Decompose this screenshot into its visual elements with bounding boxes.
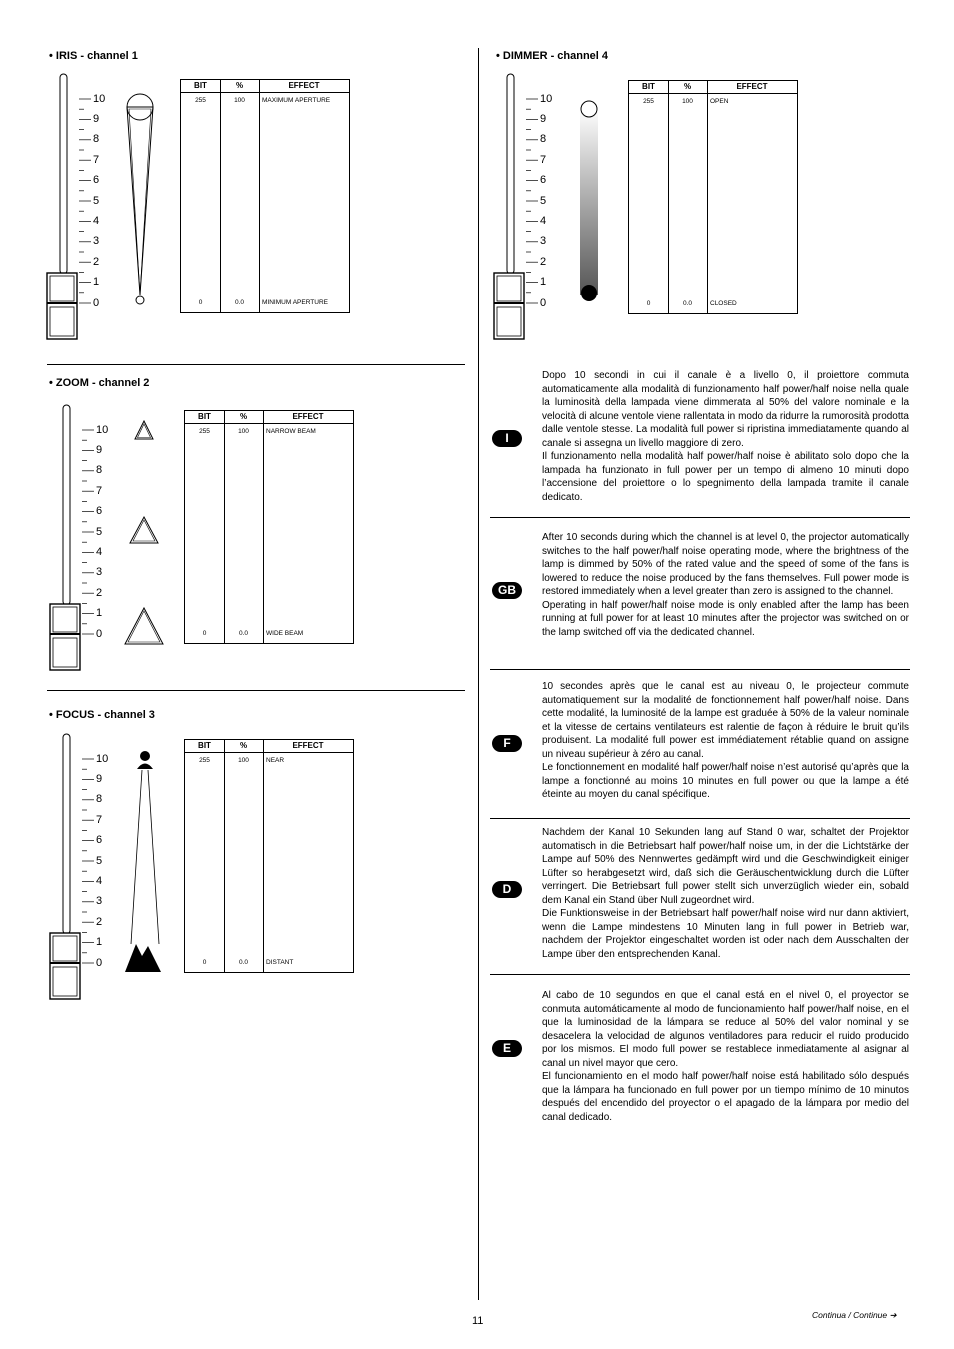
scale-label: 3 [540, 235, 547, 248]
language-text [542, 989, 909, 1124]
header-percent: % [235, 81, 244, 90]
paragraph: Al cabo de 10 segundos en que el canal está en el nivel 0, el proyector se conmuta automáticamente al modo de funcionamiento half power/half noise, en el que la luminosidad de la lámpara se reduce al 50% del valor nominal y se desacelera la velocidad de algunos ventiladores para reducir el ruido producido por los mismos. El modo full power se restablece inmediatamente al asignar al canal un nivel mayor que cero. [542, 990, 909, 1069]
scale-label: 0 [96, 627, 103, 640]
value-effect-bottom: WIDE BEAM [266, 630, 304, 637]
header-bit: BIT [194, 81, 207, 90]
value-bit-top: 255 [199, 428, 210, 435]
language-text [542, 369, 909, 504]
iris-table [180, 79, 350, 313]
language-block [490, 823, 910, 973]
value-percent-top: 100 [238, 757, 249, 764]
scale-label: 7 [93, 153, 100, 166]
dimmer-gradient-icon [576, 97, 602, 307]
scale-label: 9 [96, 443, 103, 456]
focus-fader [47, 730, 127, 1010]
dimmer-title: • DIMMER - channel 4 [496, 50, 609, 62]
focus-table [184, 739, 354, 973]
language-text [542, 826, 909, 961]
value-effect-top: OPEN [710, 98, 729, 105]
scale-label: 5 [540, 194, 547, 207]
scale-label: 8 [540, 133, 547, 146]
language-separator [490, 974, 910, 975]
value-effect-bottom: MINIMUM APERTURE [262, 299, 328, 306]
column-rule [668, 81, 669, 313]
value-effect-top: MAXIMUM APERTURE [262, 97, 331, 104]
scale-label: 9 [93, 112, 100, 125]
column-divider [478, 48, 479, 1300]
fader-graphic [44, 70, 124, 350]
scale-label: 4 [540, 214, 547, 227]
scale-label: 5 [96, 854, 103, 867]
value-bit-top: 255 [199, 757, 210, 764]
value-percent-bottom: 0.0 [682, 300, 693, 307]
header-percent: % [239, 741, 248, 750]
scale-label: 6 [93, 174, 100, 187]
scale-label: 1 [96, 936, 103, 949]
zoom-fader [47, 401, 127, 681]
paragraph: Die Funktionsweise in der Betriebsart half power/half noise wird nur dann aktiviert, wenn die Lampe mindestens 10 Minuten lang in full power in Betrieb war, nachdem der Projektor eingeschaltet worden ist oder nach dem Ausschalten der Lampe über den entsprechenden Kanal. [542, 908, 909, 960]
scale-label: 6 [540, 174, 547, 187]
column-rule [707, 81, 708, 313]
dimmer-table [628, 80, 798, 314]
column-rule [224, 411, 225, 643]
scale-label: 6 [96, 505, 103, 518]
column-rule [220, 80, 221, 312]
value-percent-bottom: 0.0 [238, 630, 249, 637]
wide-beam-icon [123, 606, 165, 646]
language-badge: D [492, 881, 522, 898]
scale-label: 10 [93, 92, 106, 105]
fader-graphic [47, 730, 127, 1010]
scale-label: 3 [96, 566, 103, 579]
header-effect: EFFECT [292, 741, 324, 750]
scale-label: 6 [96, 834, 103, 847]
section-divider [47, 690, 465, 691]
scale-label: 2 [540, 255, 547, 268]
continue-link[interactable]: Continua / Continue ➔ [812, 1310, 897, 1320]
paragraph: Nachdem der Kanal 10 Sekunden lang auf Stand 0 war, schaltet der Projektor automatisch in die Betriebsart half power/half noise um, in der die Lichtstärke der Lampe auf 50% des Nennwertes gedämpft wird und die Geschwindigkeit einiger Lüfter so herabgesetzt wird, daß sich die Geräuschentwicklung durch die Lüfter verringert. Die Betriebsart full power stellt sich unverzüglich wieder ein, sobald dem Kanal ein Stand über Null zugeordnet wird. [542, 827, 909, 906]
value-bit-bottom: 0 [198, 299, 203, 306]
value-percent-top: 100 [682, 98, 693, 105]
mountain-icon [125, 944, 161, 972]
value-effect-top: NEAR [266, 757, 285, 764]
language-badge: E [492, 1040, 522, 1057]
fader-graphic [47, 401, 127, 681]
scale-label: 1 [96, 607, 103, 620]
language-block [490, 366, 910, 516]
value-bit-top: 255 [195, 97, 206, 104]
scale-label: 4 [93, 214, 100, 227]
scale-label: 4 [96, 874, 103, 887]
language-badge: I [492, 430, 522, 447]
scale-label: 9 [540, 112, 547, 125]
scale-label: 3 [96, 895, 103, 908]
scale-label: 10 [96, 423, 109, 436]
language-text [542, 531, 909, 639]
scale-label: 10 [540, 92, 553, 105]
page-number: 11 [472, 1315, 484, 1327]
language-text [542, 680, 909, 802]
scale-label: 0 [96, 956, 103, 969]
medium-beam-icon [128, 515, 160, 545]
scale-label: 8 [96, 793, 103, 806]
header-effect: EFFECT [736, 82, 768, 91]
header-percent: % [239, 412, 248, 421]
scale-label: 4 [96, 545, 103, 558]
zoom-title: • ZOOM - channel 2 [49, 377, 150, 389]
section-divider [47, 364, 465, 365]
scale-label: 0 [93, 296, 100, 309]
header-percent: % [683, 82, 692, 91]
value-effect-bottom: DISTANT [266, 959, 294, 966]
column-rule [224, 740, 225, 972]
value-percent-bottom: 0.0 [234, 299, 245, 306]
language-badge: F [492, 735, 522, 752]
paragraph: Operating in half power/half noise mode is only enabled after the lamp has been running at full power for at least 10 minutes after the projector was switched on or the lamp switched off via the dedicated channel. [542, 599, 909, 638]
language-block [490, 677, 910, 817]
scale-label: 2 [96, 915, 103, 928]
value-bit-bottom: 0 [202, 630, 207, 637]
value-percent-top: 100 [238, 428, 249, 435]
scale-label: 2 [93, 255, 100, 268]
language-block [490, 986, 910, 1126]
language-separator [490, 818, 910, 819]
language-separator [490, 669, 910, 670]
value-bit-bottom: 0 [202, 959, 207, 966]
column-rule [263, 740, 264, 972]
iris-aperture-icon [120, 90, 160, 310]
scale-label: 7 [96, 813, 103, 826]
scale-label: 7 [96, 484, 103, 497]
paragraph: El funcionamiento en el modo half power/half noise está habilitado sólo después que la lámpara ha funcionado en full power por un tiempo mínimo de 10 minutos después del encendido del proyector o el apagado de la lámpara por medio del canal dedicado. [542, 1071, 909, 1123]
scale-label: 8 [93, 133, 100, 146]
iris-title: • IRIS - channel 1 [49, 50, 138, 62]
scale-label: 0 [540, 296, 547, 309]
scale-label: 9 [96, 772, 103, 785]
iris-fader [44, 70, 124, 350]
scale-label: 1 [93, 276, 100, 289]
scale-label: 3 [93, 235, 100, 248]
header-bit: BIT [198, 741, 211, 750]
focus-person-icon [122, 748, 168, 978]
paragraph: Il funzionamento nella modalità half power/half noise è abilitato solo dopo che la lampada ha funzionato in full power per un tempo di almeno 10 minuti dopo l’accensione del proiettore o lo spegnimento della lampada tramite il canale dedicato. [542, 451, 909, 503]
language-badge: GB [492, 582, 522, 599]
paragraph: Le fonctionnement en modalité half power/half noise n’est autorisé qu’après que la lampe a fonctionné au moins 10 minutes en full power ou que la lampe a été éteinte au moyen du canal spécifique. [542, 762, 909, 800]
language-separator [490, 517, 910, 518]
value-effect-bottom: CLOSED [710, 300, 737, 307]
header-effect: EFFECT [292, 412, 324, 421]
language-block [490, 528, 910, 668]
paragraph: 10 secondes après que le canal est au niveau 0, le projecteur commute automatiquement sur la modalité de fonctionnement half power/half noise. Dans cette modalité, la luminosité de la lampe est graduée à 50% de la valeur nominale et la vitesse de certains ventilateurs est ralentie de façon à réduire le bruit qu’ils produisent. La modalité full power est immédiatement rétablie quand on assigne un niveau supérieur à zéro au canal. [542, 681, 909, 760]
scale-label: 5 [96, 525, 103, 538]
column-rule [263, 411, 264, 643]
value-percent-top: 100 [234, 97, 245, 104]
dimmer-fader [491, 70, 571, 350]
scale-label: 5 [93, 194, 100, 207]
scale-label: 8 [96, 464, 103, 477]
scale-label: 1 [540, 276, 547, 289]
header-bit: BIT [198, 412, 211, 421]
zoom-table [184, 410, 354, 644]
header-effect: EFFECT [288, 81, 320, 90]
column-rule [259, 80, 260, 312]
header-bit: BIT [642, 82, 655, 91]
paragraph: Dopo 10 secondi in cui il canale è a livello 0, il proiettore commuta automaticamente alla modalità di funzionamento half power/half noise nella quale la luminosità della lampada viene dimmerata al 50% del valore nominale e la velocità di alcune ventole viene rallentata in modo da ridurre la rumorosità prodotta dalle ventole stesse. La modalità full power si ripristina immediatamente quando al canale si assegna un livello maggiore di zero. [542, 370, 909, 449]
paragraph: After 10 seconds during which the channel is at level 0, the projector automatically switches to the half power/half noise operating mode, where the brightness of the lamp is dimmed by 50% of the rated value and the speed of some of the fans is lowered to reduce the noise produced by the fans themselves. Full power mode is restored immediately when a level greater than zero is assigned to the channel. [542, 532, 909, 597]
value-bit-bottom: 0 [646, 300, 651, 307]
focus-title: • FOCUS - channel 3 [49, 709, 155, 721]
narrow-beam-icon [133, 419, 155, 441]
value-bit-top: 255 [643, 98, 654, 105]
scale-label: 10 [96, 752, 109, 765]
value-percent-bottom: 0.0 [238, 959, 249, 966]
scale-label: 7 [540, 153, 547, 166]
fader-graphic [491, 70, 571, 350]
value-effect-top: NARROW BEAM [266, 428, 316, 435]
scale-label: 2 [96, 586, 103, 599]
